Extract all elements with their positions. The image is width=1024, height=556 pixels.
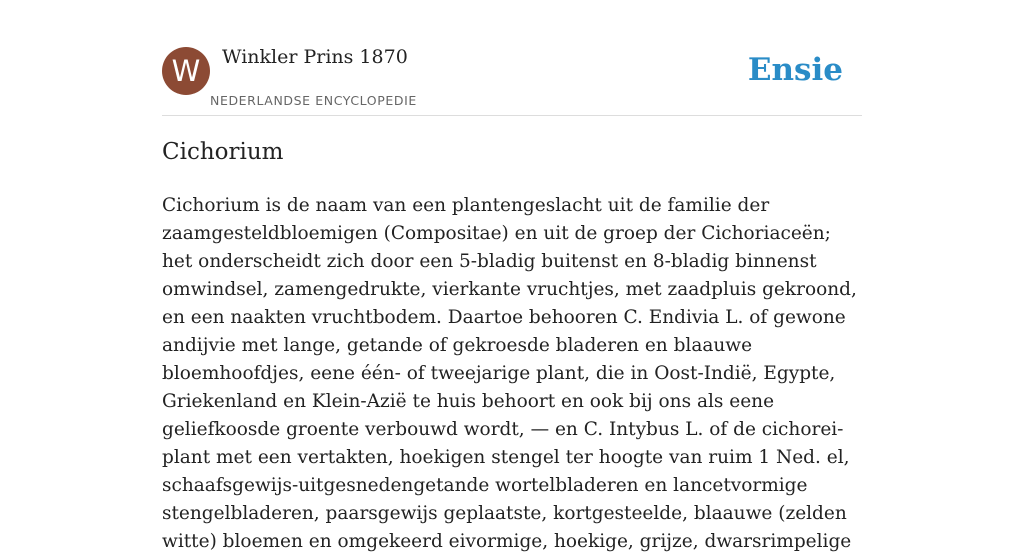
ensie-logo[interactable]: Ensie — [747, 52, 843, 88]
entry-body: Cichorium is de naam van een plantengeslacht uit de familie der zaamgesteldbloemigen (Compositae) en uit de groep der Cichoriaceën; het onderscheidt zich door een 5-bladig buitenst en 8-bladig binnenst omwindsel, zamengedrukte, vierkante vruchtjes, met zaadpluis gekroond, en een naakten vruchtbodem. Daartoe behooren C. Endivia L. of gewone andijvie met lange, getande of gekroesde bladeren en blaauwe bloemhoofdjes, eene één- of tweejarige plant, die in Oost-Indië, Egypte, Griekenland en Klein-Azië te huis behoort en ook bij ons als eene geliefkoosde groente verbouwd wordt, — en C. Intybus L. of de cichorei-plant met een vertakten, hoekigen stengel ter hoogte van ruim 1 Ned. el, schaafsgewijs-uitgesnedengetande wortelbladeren en lancetvormige stengelbladeren, paarsgewijs geplaatste, kortgesteelde, blaauwe (zelden witte) bloemen en omgekeerd eivormige, hoekige, grijze, dwarsrimpelige — [162, 195, 857, 552]
source-title-link[interactable]: Winkler Prins 1870 — [222, 46, 408, 68]
source-subtitle: NEDERLANDSE ENCYCLOPEDIE — [210, 93, 417, 108]
site-header — [162, 46, 862, 116]
source-avatar[interactable]: W — [162, 47, 210, 95]
entry-title: Cichorium — [162, 139, 284, 165]
